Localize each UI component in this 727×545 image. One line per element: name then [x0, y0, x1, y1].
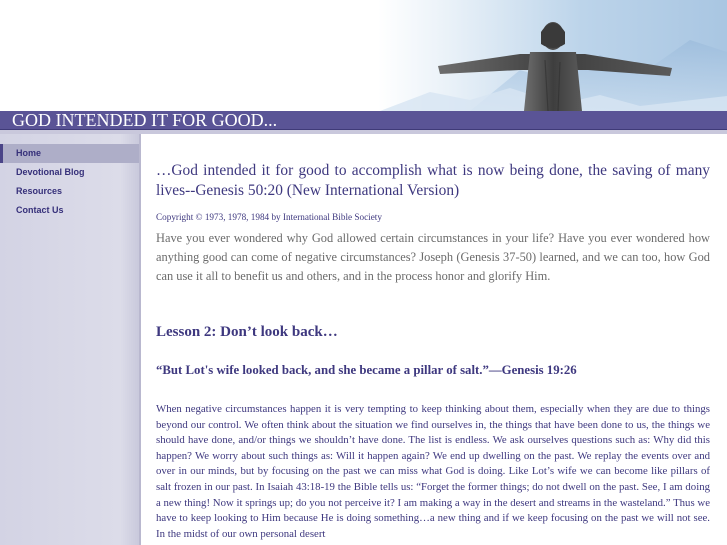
- lesson-title: Lesson 2: Don’t look back…: [156, 324, 338, 340]
- header: [0, 0, 727, 111]
- lesson-body: When negative circumstances happen it is very tempting to keep thinking about them, especially when they are due to things beyond our control. We often think about the situation we find ourselves in, the things that have been done to us, the things we should have done, and/or things we shouldn’t have done. The list is endless. We ask ourselves questions such as: Why did this happen? We worry about such things as: Will it happen again? We end up dwelling on the past. We replay the events over and over in our minds, but by focusing on the past we can miss what God is doing. Like Lot’s wife we can become like pillars of salt frozen in our past. In Isaiah 43:18-19 the Bible tells us: “Forget the former things; do not dwell on the past. See, I am doing a new thing! Now it springs up; do you not perceive it? I am making a way in the desert and streams in the wasteland.” Thus we have to keep looking to Him because He is doing something…a new thing and if we keep focusing on the past we will not see. In the midst of our own personal desert: [156, 403, 710, 540]
- christ-statue-header-image: [0, 0, 727, 111]
- sidebar-item-resources[interactable]: Resources: [16, 186, 63, 196]
- sidebar-item-home[interactable]: Home: [0, 144, 139, 163]
- lead-paragraph: Have you ever wondered why God allowed certain circumstances in your life? Have you ever wondered how anything good can come of negative circumstances? Joseph (Genesis 37-50) learned, and we can too, how God can use it all to benefit us and others, and in the process honor and glorify Him.: [156, 231, 710, 283]
- sidebar-item-devotional-blog[interactable]: Devotional Blog: [16, 167, 85, 177]
- intro-scripture: …God intended it for good to accomplish what is now being done, the saving of many lives--Genesis 50:20 (New International Version): [156, 162, 710, 199]
- sidebar-border: [139, 134, 141, 545]
- main-content: [156, 134, 710, 545]
- sidebar-item-contact-us[interactable]: Contact Us: [16, 205, 64, 215]
- sidebar-nav: [0, 144, 139, 220]
- sidebar: [0, 134, 139, 545]
- lesson-verse: “But Lot's wife looked back, and she became a pillar of salt.”—Genesis 19:26: [156, 363, 577, 377]
- title-bar: [0, 111, 727, 130]
- copyright-notice: Copyright © 1973, 1978, 1984 by International Bible Society: [156, 212, 382, 222]
- site-title: GOD INTENDED IT FOR GOOD...: [12, 110, 278, 130]
